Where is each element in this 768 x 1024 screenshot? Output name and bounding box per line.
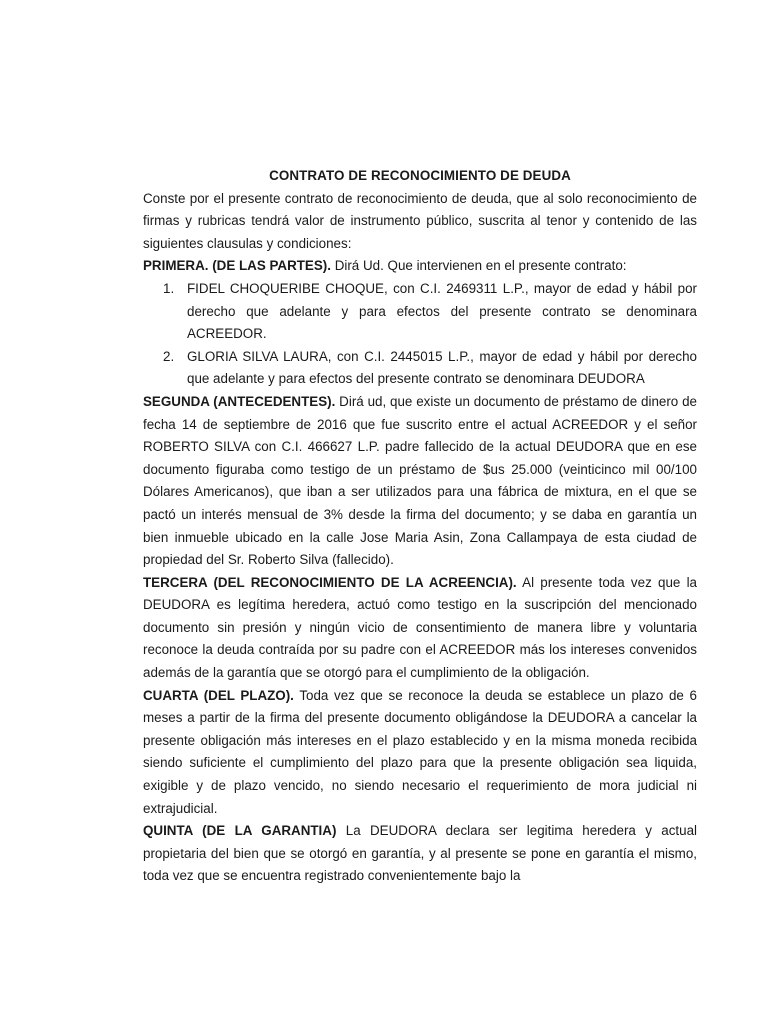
clause-quinta: [143, 820, 697, 888]
clause-primera-heading: PRIMERA. (DE LAS PARTES).: [143, 258, 331, 274]
list-item-number: 1.: [163, 280, 175, 296]
clause-segunda-text: Dirá ud, que existe un documento de préstamo de dinero de fecha 14 de septiembre de 2016 que fue suscrito entre el actual ACREEDOR y el señor ROBERTO SILVA con C.I. 466627 L.P. padre fallecido de la actual DEUDORA que en ese documento figuraba como testigo de un préstamo de $us 25.000 (veinticinco mil 00/100 Dólares Americanos), que iban a ser utilizados para una fábrica de mixtura, en el que se pactó un interés mensual de 3% desde la firma del documento; y se daba en garantía un bien inmueble ubicado en la calle Jose Maria Asin, Zona Callampaya de esta ciudad de propiedad del Sr. Roberto Silva (fallecido).: [143, 393, 697, 568]
clause-cuarta-heading: CUARTA (DEL PLAZO).: [143, 687, 294, 703]
clause-segunda: [143, 391, 697, 572]
list-item: [143, 346, 697, 391]
clause-quinta-heading: QUINTA (DE LA GARANTIA): [143, 823, 337, 839]
list-item-number: 2.: [163, 348, 175, 364]
document-title: CONTRATO DE RECONOCIMIENTO DE DEUDA: [269, 168, 571, 183]
clause-segunda-heading: SEGUNDA (ANTECEDENTES).: [143, 393, 336, 409]
clause-tercera-text: Al presente toda vez que la DEUDORA es legítima heredera, actuó como testigo en la suscripción del mencionado documento sin presión y ningún vicio de consentimiento de manera libre y voluntaria reconoce la deuda contraída por su padre con el ACREEDOR más los intereses convenidos además de la garantía que se otorgó para el cumplimiento de la obligación.: [143, 574, 697, 681]
list-item: [143, 278, 697, 346]
list-item-text: GLORIA SILVA LAURA, con C.I. 2445015 L.P., mayor de edad y hábil por derecho que adelante y para efectos del presente contrato se denominara DEUDORA: [187, 348, 697, 387]
clause-primera-text: Dirá Ud. Que intervienen en el presente contrato:: [330, 258, 627, 274]
clause-tercera-heading: TERCERA (DEL RECONOCIMIENTO DE LA ACREENCIA).: [143, 574, 517, 590]
intro-paragraph: Conste por el presente contrato de reconocimiento de deuda, que al solo reconocimiento de firmas y rubricas tendrá valor de instrumento público, suscrita al tenor y contenido de las siguientes clausulas y condiciones:: [143, 190, 697, 251]
clause-cuarta: [143, 685, 697, 821]
clause-quinta-text: La DEUDORA declara ser legitima heredera y actual propietaria del bien que se otorgó en garantía, y al presente se pone en garantía el mismo, toda vez que se encuentra registrado convenientemente bajo la: [143, 823, 697, 884]
clause-cuarta-text: Toda vez que se reconoce la deuda se establece un plazo de 6 meses a partir de la firma del presente documento obligándose la DEUDORA a cancelar la presente obligación más intereses en el plazo establecido y en la misma moneda recibida siendo suficiente el cumplimiento del plazo para que la presente obligación sea liquida, exigible y de plazo vencido, no siendo necesario el requerimiento de mora judicial ni extrajudicial.: [143, 687, 697, 816]
clause-tercera: [143, 572, 697, 685]
document-page: [143, 165, 697, 888]
clause-primera: [143, 255, 697, 278]
parties-list: [143, 278, 697, 391]
list-item-text: FIDEL CHOQUERIBE CHOQUE, con C.I. 2469311 L.P., mayor de edad y hábil por derecho que adelante y para efectos del presente contrato se denominara ACREEDOR.: [187, 280, 697, 342]
